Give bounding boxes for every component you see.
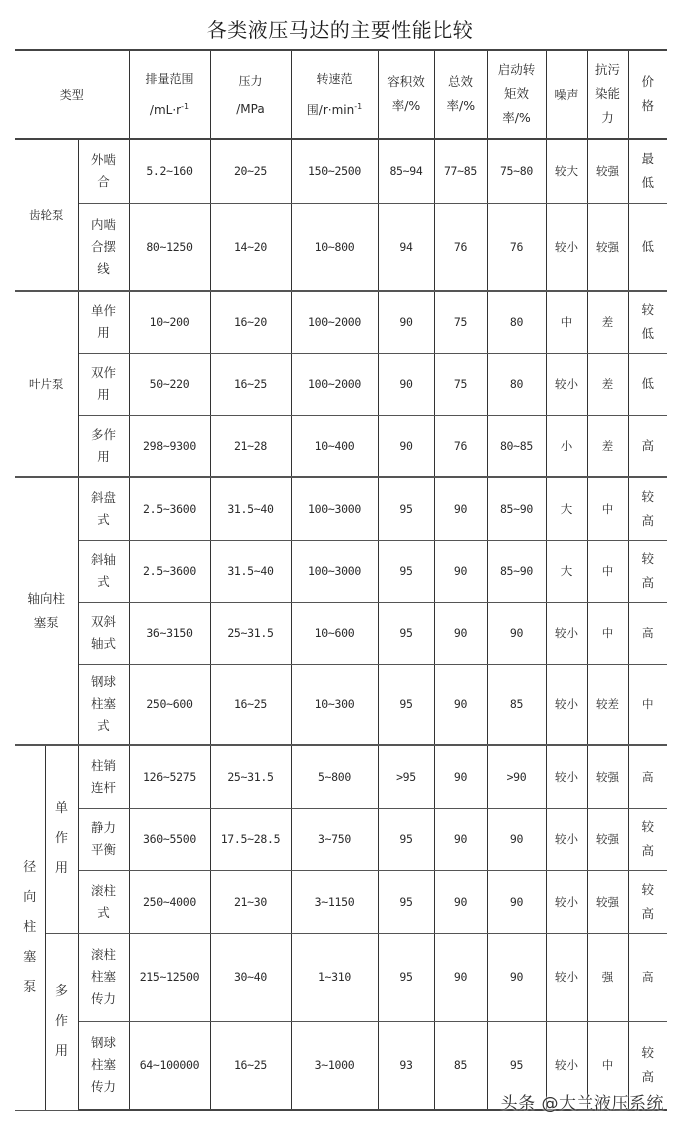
performance-table <box>15 49 667 1111</box>
cell-vol-eff: >95 <box>378 745 434 808</box>
table-row <box>15 870 667 933</box>
cell-pressure: 16~20 <box>210 291 291 353</box>
cell-price: 较低 <box>628 291 667 353</box>
cell-start-eff: 90 <box>487 870 546 933</box>
cell-total-eff: 90 <box>434 664 487 745</box>
cell-speed: 3~750 <box>291 808 378 870</box>
table-row <box>15 203 667 291</box>
row-type: 滚柱式 <box>78 870 129 933</box>
cell-displacement: 64~100000 <box>129 1021 210 1110</box>
cell-speed: 10~400 <box>291 415 378 477</box>
cell-noise: 小 <box>546 415 587 477</box>
cell-displacement: 250~600 <box>129 664 210 745</box>
cell-anti-pollution: 中 <box>587 602 628 664</box>
cell-speed: 5~800 <box>291 745 378 808</box>
cell-price: 高 <box>628 745 667 808</box>
header-displacement <box>129 50 210 139</box>
header-anti-pollution: 抗污染能力 <box>587 50 628 139</box>
cell-vol-eff: 90 <box>378 353 434 415</box>
cell-price: 较高 <box>628 870 667 933</box>
cell-displacement: 2.5~3600 <box>129 477 210 540</box>
cell-anti-pollution: 较强 <box>587 745 628 808</box>
cell-speed: 100~2000 <box>291 291 378 353</box>
cell-displacement: 80~1250 <box>129 203 210 291</box>
row-type: 斜盘式 <box>78 477 129 540</box>
row-type: 双斜轴式 <box>78 602 129 664</box>
cell-vol-eff: 95 <box>378 808 434 870</box>
cell-start-eff: 85 <box>487 664 546 745</box>
cell-vol-eff: 95 <box>378 664 434 745</box>
cell-speed: 10~300 <box>291 664 378 745</box>
header-price: 价格 <box>628 50 667 139</box>
cell-start-eff: >90 <box>487 745 546 808</box>
cell-pressure: 31.5~40 <box>210 540 291 602</box>
cell-total-eff: 77~85 <box>434 139 487 203</box>
cell-displacement: 298~9300 <box>129 415 210 477</box>
cell-anti-pollution: 中 <box>587 540 628 602</box>
cell-vol-eff: 95 <box>378 602 434 664</box>
cell-vol-eff: 95 <box>378 540 434 602</box>
cell-pressure: 16~25 <box>210 1021 291 1110</box>
cell-total-eff: 90 <box>434 477 487 540</box>
header-displacement-unit: $/mL\cdot r^{-1}$ <box>149 102 190 117</box>
table-row <box>15 477 667 540</box>
cell-pressure: 25~31.5 <box>210 602 291 664</box>
table-row <box>15 139 667 203</box>
table-row <box>15 664 667 745</box>
header-displacement-label: 排量范围 <box>145 72 194 86</box>
cell-total-eff: 75 <box>434 353 487 415</box>
cell-displacement: 50~220 <box>129 353 210 415</box>
cell-price: 高 <box>628 602 667 664</box>
cell-speed: 150~2500 <box>291 139 378 203</box>
cell-speed: 3~1000 <box>291 1021 378 1110</box>
header-type: 类型 <box>15 50 129 139</box>
cell-anti-pollution: 中 <box>587 477 628 540</box>
group-radial: 径向柱塞泵 <box>15 745 45 1110</box>
cell-pressure: 16~25 <box>210 353 291 415</box>
cell-noise: 较小 <box>546 664 587 745</box>
cell-start-eff: 85~90 <box>487 477 546 540</box>
cell-noise: 较大 <box>546 139 587 203</box>
group-vane: 叶片泵 <box>15 291 78 477</box>
cell-displacement: 126~5275 <box>129 745 210 808</box>
cell-displacement: 250~4000 <box>129 870 210 933</box>
cell-vol-eff: 85~94 <box>378 139 434 203</box>
table-row <box>15 933 667 1021</box>
table-row <box>15 745 667 808</box>
cell-total-eff: 90 <box>434 540 487 602</box>
cell-displacement: 360~5500 <box>129 808 210 870</box>
cell-anti-pollution: 差 <box>587 353 628 415</box>
cell-price: 最低 <box>628 139 667 203</box>
row-type: 静力平衡 <box>78 808 129 870</box>
row-type: 钢球柱塞式 <box>78 664 129 745</box>
cell-speed: 100~3000 <box>291 477 378 540</box>
cell-anti-pollution: 较强 <box>587 870 628 933</box>
cell-speed: 1~310 <box>291 933 378 1021</box>
table-row <box>15 353 667 415</box>
cell-price: 低 <box>628 203 667 291</box>
cell-start-eff: 90 <box>487 933 546 1021</box>
cell-total-eff: 90 <box>434 808 487 870</box>
cell-pressure: 17.5~28.5 <box>210 808 291 870</box>
cell-anti-pollution: 较强 <box>587 139 628 203</box>
table-row <box>15 540 667 602</box>
cell-start-eff: 95 <box>487 1021 546 1110</box>
row-type: 柱销连杆 <box>78 745 129 808</box>
cell-noise: 较小 <box>546 353 587 415</box>
cell-vol-eff: 90 <box>378 415 434 477</box>
cell-vol-eff: 94 <box>378 203 434 291</box>
cell-pressure: 21~28 <box>210 415 291 477</box>
header-speed-unit: 围$/r\cdot\min^{-1}$ <box>306 102 363 117</box>
cell-vol-eff: 95 <box>378 870 434 933</box>
watermark: 头条 @大兰液压系统 <box>500 1094 664 1114</box>
cell-speed: 100~3000 <box>291 540 378 602</box>
cell-total-eff: 90 <box>434 870 487 933</box>
header-pressure-label: 压力 <box>238 73 263 88</box>
cell-price: 较高 <box>628 540 667 602</box>
cell-total-eff: 76 <box>434 203 487 291</box>
row-type: 内啮合摆线 <box>78 203 129 291</box>
row-type: 斜轴式 <box>78 540 129 602</box>
cell-start-eff: 80~85 <box>487 415 546 477</box>
table-row <box>15 808 667 870</box>
cell-price: 低 <box>628 353 667 415</box>
subgroup-radial-single: 单作用 <box>45 745 78 933</box>
group-axial: 轴向柱塞泵 <box>15 477 78 745</box>
cell-speed: 100~2000 <box>291 353 378 415</box>
cell-noise: 中 <box>546 291 587 353</box>
cell-speed: 3~1150 <box>291 870 378 933</box>
cell-pressure: 21~30 <box>210 870 291 933</box>
cell-noise: 较小 <box>546 203 587 291</box>
header-start-eff: 启动转矩效率/% <box>487 50 546 139</box>
cell-vol-eff: 95 <box>378 933 434 1021</box>
cell-anti-pollution: 差 <box>587 415 628 477</box>
cell-start-eff: 80 <box>487 291 546 353</box>
cell-price: 较高 <box>628 1021 667 1110</box>
cell-displacement: 10~200 <box>129 291 210 353</box>
cell-displacement: 36~3150 <box>129 602 210 664</box>
cell-total-eff: 76 <box>434 415 487 477</box>
cell-start-eff: 90 <box>487 602 546 664</box>
cell-price: 较高 <box>628 477 667 540</box>
row-type: 单作用 <box>78 291 129 353</box>
header-speed-label: 转速范 <box>316 72 353 86</box>
cell-price: 较高 <box>628 808 667 870</box>
header-pressure <box>210 50 291 139</box>
header-noise: 噪声 <box>546 50 587 139</box>
cell-noise: 较小 <box>546 933 587 1021</box>
cell-price: 中 <box>628 664 667 745</box>
cell-speed: 10~800 <box>291 203 378 291</box>
cell-start-eff: 80 <box>487 353 546 415</box>
header-row <box>15 50 667 139</box>
cell-speed: 10~600 <box>291 602 378 664</box>
cell-total-eff: 90 <box>434 933 487 1021</box>
cell-displacement: 2.5~3600 <box>129 540 210 602</box>
row-type: 双作用 <box>78 353 129 415</box>
header-speed <box>291 50 378 139</box>
table-row <box>15 602 667 664</box>
cell-anti-pollution: 差 <box>587 291 628 353</box>
cell-displacement: 215~12500 <box>129 933 210 1021</box>
cell-displacement: 5.2~160 <box>129 139 210 203</box>
cell-anti-pollution: 较强 <box>587 808 628 870</box>
cell-anti-pollution: 强 <box>587 933 628 1021</box>
table-row <box>15 291 667 353</box>
cell-vol-eff: 90 <box>378 291 434 353</box>
cell-pressure: 31.5~40 <box>210 477 291 540</box>
cell-total-eff: 85 <box>434 1021 487 1110</box>
header-pressure-unit: /MPa <box>236 101 265 116</box>
cell-anti-pollution: 中 <box>587 1021 628 1110</box>
cell-noise: 较小 <box>546 870 587 933</box>
cell-start-eff: 76 <box>487 203 546 291</box>
header-total-eff: 总效率/% <box>434 50 487 139</box>
cell-noise: 较小 <box>546 1021 587 1110</box>
cell-noise: 大 <box>546 540 587 602</box>
row-type: 外啮合 <box>78 139 129 203</box>
cell-vol-eff: 93 <box>378 1021 434 1110</box>
cell-anti-pollution: 较差 <box>587 664 628 745</box>
cell-start-eff: 85~90 <box>487 540 546 602</box>
row-type: 多作用 <box>78 415 129 477</box>
group-gear: 齿轮泵 <box>15 139 78 291</box>
cell-price: 高 <box>628 415 667 477</box>
cell-vol-eff: 95 <box>378 477 434 540</box>
header-vol-eff: 容积效率/% <box>378 50 434 139</box>
cell-start-eff: 90 <box>487 808 546 870</box>
table-title: 各类液压马达的主要性能比较 <box>206 18 474 42</box>
cell-noise: 大 <box>546 477 587 540</box>
row-type: 钢球柱塞传力 <box>78 1021 129 1110</box>
cell-price: 高 <box>628 933 667 1021</box>
cell-pressure: 25~31.5 <box>210 745 291 808</box>
cell-start-eff: 75~80 <box>487 139 546 203</box>
cell-noise: 较小 <box>546 745 587 808</box>
subgroup-radial-multi: 多作用 <box>45 933 78 1110</box>
cell-pressure: 16~25 <box>210 664 291 745</box>
cell-noise: 较小 <box>546 808 587 870</box>
row-type: 滚柱柱塞传力 <box>78 933 129 1021</box>
cell-anti-pollution: 较强 <box>587 203 628 291</box>
cell-pressure: 20~25 <box>210 139 291 203</box>
table-row <box>15 415 667 477</box>
cell-pressure: 30~40 <box>210 933 291 1021</box>
cell-total-eff: 75 <box>434 291 487 353</box>
cell-total-eff: 90 <box>434 745 487 808</box>
cell-noise: 较小 <box>546 602 587 664</box>
cell-total-eff: 90 <box>434 602 487 664</box>
cell-pressure: 14~20 <box>210 203 291 291</box>
